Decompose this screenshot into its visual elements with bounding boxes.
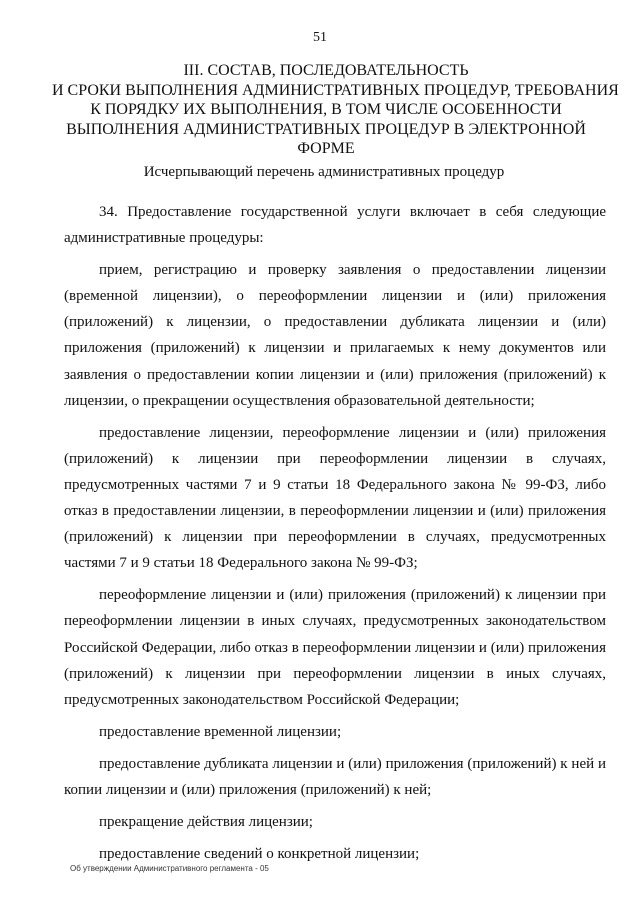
- paragraph: предоставление сведений о конкретной лицензии;: [99, 846, 420, 863]
- page-number: 51: [313, 30, 327, 45]
- paragraph: предоставление лицензии, переоформление лицензии и (или) приложения (приложений) к лицензии при переоформлении лицензии в случаях, предусмотренных частями 7 и 9 статьи 18 Федерального закона № 99-ФЗ, либо отказ в предоставлении лицензии, в переоформлении лицензии и (или) приложения (приложений) к лицензии при переоформлении в случаях, предусмотренных частями 7 и 9 статьи 18 Федерального закона № 99-ФЗ;: [64, 424, 606, 572]
- section-title-line: К ПОРЯДКУ ИХ ВЫПОЛНЕНИЯ, В ТОМ ЧИСЛЕ ОСОБЕННОСТИ: [90, 101, 562, 118]
- section-title-line: ФОРМЕ: [297, 140, 355, 157]
- paragraph: переоформление лицензии и (или) приложения (приложений) к лицензии при переоформлении лицензии в иных случаях, предусмотренных законодательством Российской Федерации, либо отказ в переоформлении лицензии и (или) приложения (приложений) к лицензии при переоформлении лицензии в иных случаях, предусмотренных законодательством Российской Федерации;: [64, 587, 606, 708]
- section-title: [52, 61, 619, 159]
- subheading: Исчерпывающий перечень административных процедур: [143, 164, 505, 180]
- section-title-line: ВЫПОЛНЕНИЯ АДМИНИСТРАТИВНЫХ ПРОЦЕДУР В ЭЛЕКТРОННОЙ: [66, 120, 586, 138]
- paragraph: прием, регистрацию и проверку заявления о предоставлении лицензии (временной лицензии), о переоформлении лицензии и (или) приложения (приложений) к лицензии, о предоставлении дубликата лицензии и (или) приложения (приложений) к лицензии и прилагаемых к нему документов или заявления о предоставлении копии лицензии и (или) приложения (приложений) к лицензии, о прекращении осуществления образовательной деятельности;: [64, 262, 606, 409]
- section-title-line: И СРОКИ ВЫПОЛНЕНИЯ АДМИНИСТРАТИВНЫХ ПРОЦЕДУР, ТРЕБОВАНИЯ: [52, 81, 619, 99]
- paragraph: предоставление дубликата лицензии и (или) приложения (приложений) к ней и копии лицензии и (или) приложения (приложений) к ней;: [64, 755, 606, 798]
- paragraph: 34. Предоставление государственной услуги включает в себя следующие административные процедуры:: [64, 204, 606, 247]
- body-text: [64, 199, 606, 867]
- paragraph: предоставление временной лицензии;: [99, 723, 342, 740]
- footer-note: Об утверждении Административного регламента - 05: [70, 864, 269, 873]
- section-title-line: III. СОСТАВ, ПОСЛЕДОВАТЕЛЬНОСТЬ: [183, 62, 469, 79]
- paragraph: прекращение действия лицензии;: [99, 814, 313, 831]
